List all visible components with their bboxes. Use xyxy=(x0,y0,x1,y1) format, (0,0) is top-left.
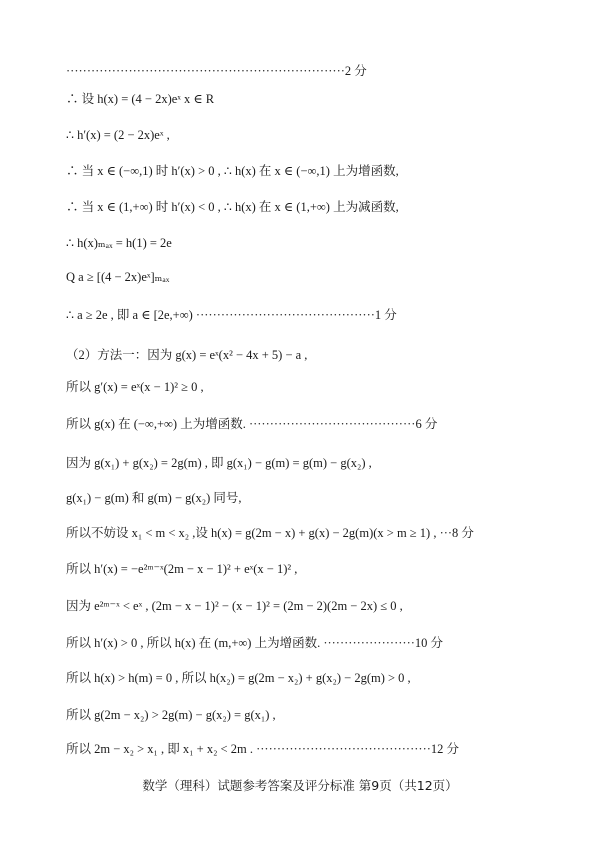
score-line-2: ···································································2 分 xyxy=(66,64,367,78)
math-line: （2）方法一：因为 g(x) = eˣ(x² − 4x + 5) − a , xyxy=(66,348,308,362)
math-line: Q a ≥ [(4 − 2x)eˣ]ₘₐₓ xyxy=(66,270,170,284)
math-line: 所以 g′(x) = eˣ(x − 1)² ≥ 0 , xyxy=(66,380,204,394)
score-line-12: 所以 2m − x₂ > x₁ , 即 x₁ + x₂ < 2m . ··········································12 分 xyxy=(66,742,460,756)
math-line: ∴ 当 x ∈ (1,+∞) 时 h′(x) < 0 , ∴ h(x) 在 x ∈ (1,+∞) 上为减函数, xyxy=(66,200,399,214)
math-line: 所以 h(x) > h(m) = 0 , 所以 h(x₂) = g(2m − x₂) + g(x₂) − 2g(m) > 0 , xyxy=(66,671,411,685)
page-footer: 数学（理科）试题参考答案及评分标准 第9页（共12页） xyxy=(142,778,458,793)
math-line: ∴ h(x)ₘₐₓ = h(1) = 2e xyxy=(66,236,172,250)
math-line: ∴ 当 x ∈ (−∞,1) 时 h′(x) > 0 , ∴ h(x) 在 x ∈ (−∞,1) 上为增函数, xyxy=(66,164,399,178)
score-line-6: 所以 g(x) 在 (−∞,+∞) 上为增函数. ········································6 分 xyxy=(66,417,438,431)
score-line-10: 所以 h′(x) > 0 , 所以 h(x) 在 (m,+∞) 上为增函数. ······················10 分 xyxy=(66,636,444,650)
math-line: ∴ h′(x) = (2 − 2x)eˣ , xyxy=(66,128,170,142)
math-line: 所以 h′(x) = −e²ᵐ⁻ˣ(2m − x − 1)² + eˣ(x − 1)² , xyxy=(66,562,298,576)
math-line: 所以 g(2m − x₂) > 2g(m) − g(x₂) = g(x₁) , xyxy=(66,708,276,722)
math-line: ∴ 设 h(x) = (4 − 2x)eˣ x ∈ R xyxy=(66,92,215,106)
math-line: g(x₁) − g(m) 和 g(m) − g(x₂) 同号, xyxy=(66,491,242,505)
math-line: 因为 e²ᵐ⁻ˣ < eˣ , (2m − x − 1)² − (x − 1)² = (2m − 2)(2m − 2x) ≤ 0 , xyxy=(66,599,403,613)
score-line-1: ∴ a ≥ 2e , 即 a ∈ [2e,+∞) ···········································1 分 xyxy=(66,308,397,322)
math-line: 因为 g(x₁) + g(x₂) = 2g(m) , 即 g(x₁) − g(m) = g(m) − g(x₂) , xyxy=(66,456,372,470)
score-line-8: 所以不妨设 x₁ < m < x₂ ,设 h(x) = g(2m − x) + g(x) − 2g(m)(x > m ≥ 1) , ···8 分 xyxy=(66,526,474,540)
